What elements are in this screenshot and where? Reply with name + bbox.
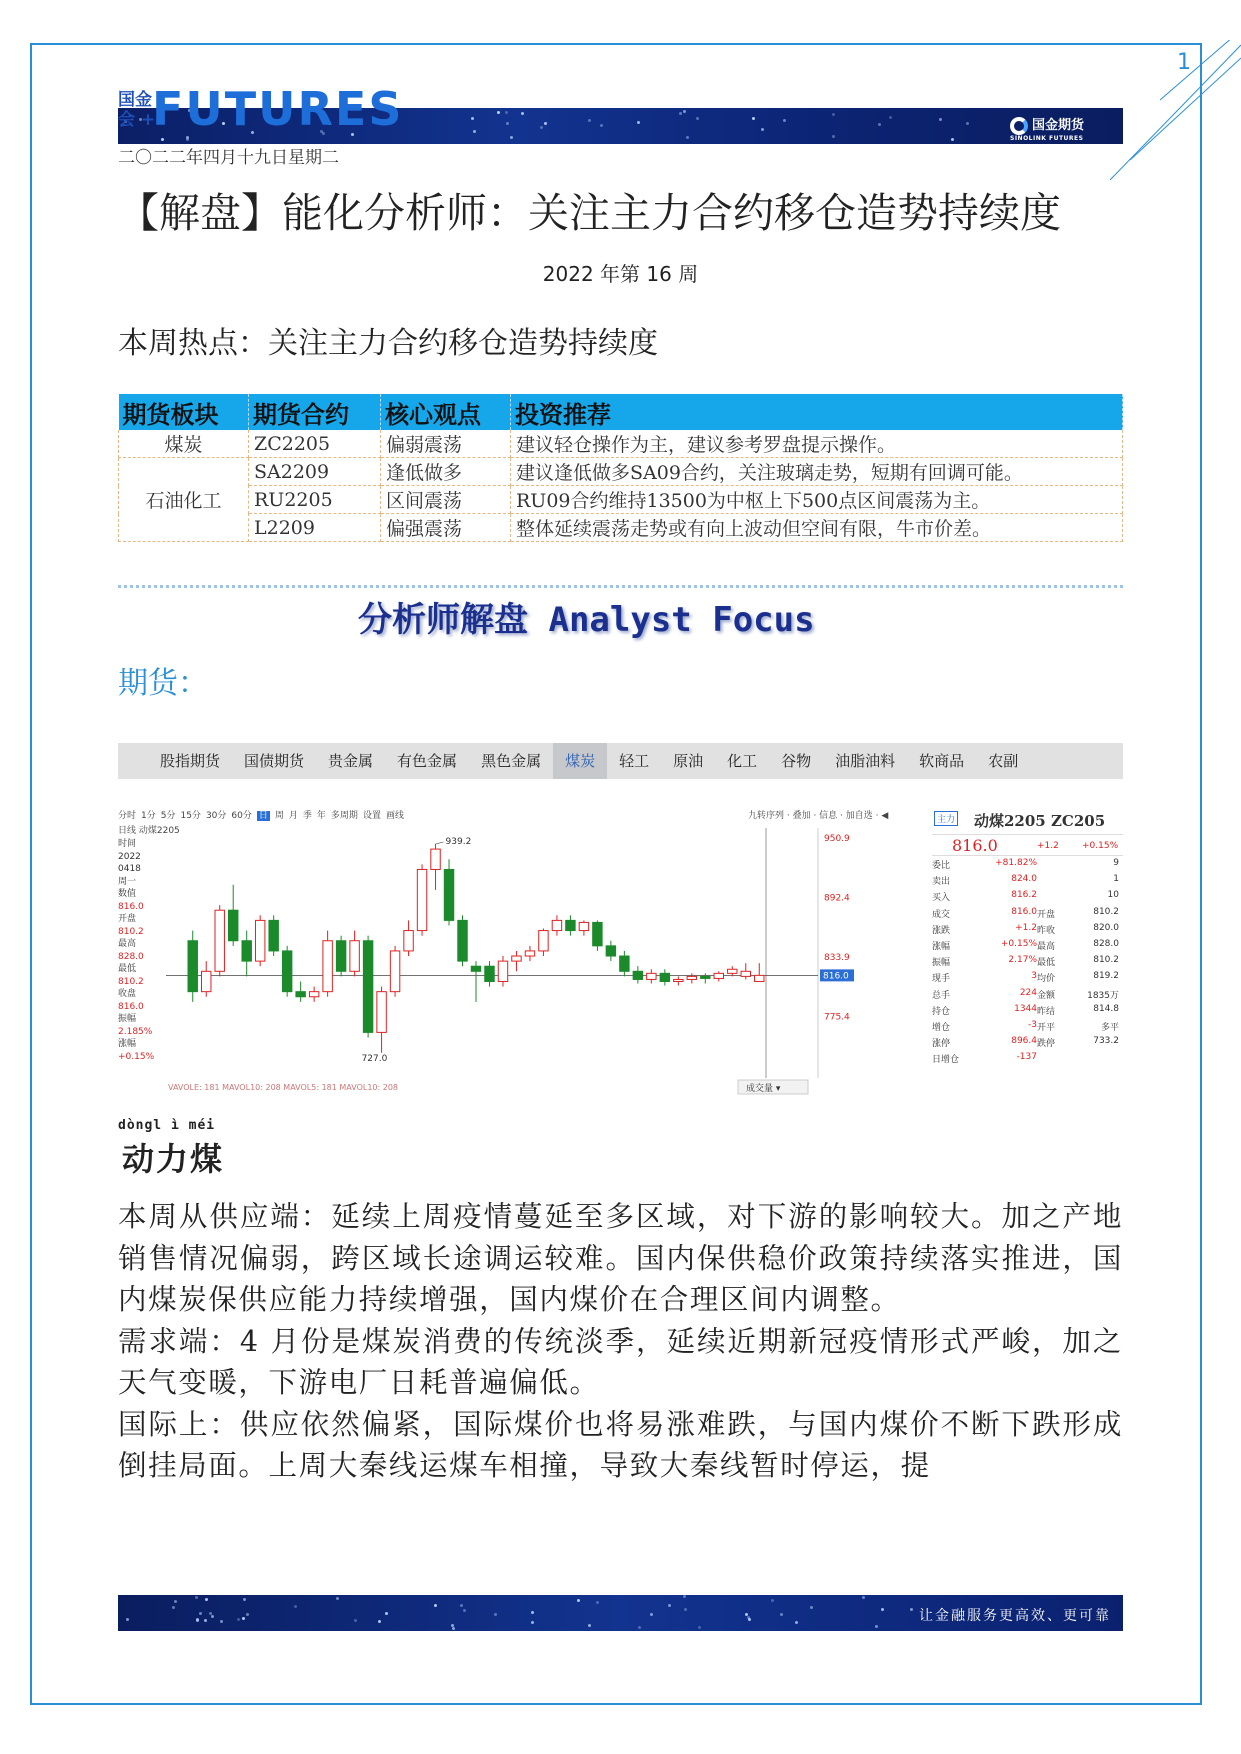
logo-small-text: 国金 会 + — [118, 90, 156, 130]
candle-body — [390, 951, 399, 992]
star-dot — [910, 1608, 913, 1611]
quote-field-b2: 最低 — [1037, 958, 1056, 969]
star-dot — [243, 1598, 246, 1601]
candle-body — [350, 941, 359, 972]
current-price-label: 816.0 — [823, 971, 849, 982]
candle-body — [242, 941, 251, 961]
star-dot — [881, 1608, 884, 1611]
quote-field-b: 3 — [1031, 971, 1037, 982]
info-label: 涨幅 — [118, 1039, 137, 1049]
star-dot — [161, 138, 164, 141]
quote-field-a: 涨停 — [932, 1039, 951, 1050]
star-dot — [510, 136, 513, 139]
chart-subtitle: 日线 动煤2205 — [118, 826, 180, 836]
quote-field-b2: 最高 — [1037, 941, 1056, 952]
quote-field-a: 持仓 — [932, 1006, 951, 1017]
candle-body — [647, 973, 656, 979]
y-tick-label: 833.9 — [824, 953, 850, 964]
high-marker — [436, 842, 444, 844]
quote-field-a: 涨幅 — [932, 941, 951, 952]
quote-field-b2: 均价 — [1037, 974, 1056, 985]
candle-body — [620, 956, 629, 971]
info-label: 时间 — [118, 839, 137, 849]
star-dot — [497, 111, 500, 114]
quote-row — [932, 1034, 1123, 1050]
info-value: 810.2 — [118, 976, 144, 987]
cell-sector: 煤炭 — [119, 430, 249, 458]
paragraph-supply: 本周从供应端：延续上周疫情蔓延至多区域，对下游的影响较大。加之产地销售情况偏弱，跨区域长途调运较难。国内保供稳价政策持续落实推进，国内煤炭保供应能力持续增强，国内煤价在合理区间内调整。 — [118, 1200, 1123, 1316]
cell-view: 偏弱震荡 — [381, 430, 511, 458]
corner-decoration — [1110, 40, 1241, 180]
star-dot — [494, 1613, 497, 1616]
star-dot — [246, 1613, 249, 1616]
category-tab[interactable]: 软商品 — [919, 752, 965, 770]
quote-row — [932, 1018, 1123, 1034]
candle-body — [377, 992, 386, 1033]
star-dot — [889, 116, 892, 119]
quote-field-c: 820.0 — [1093, 922, 1119, 933]
quote-field-a: 增仓 — [932, 1022, 951, 1033]
star-dot — [540, 126, 543, 129]
futures-logo: FUTURES — [152, 82, 404, 136]
period-button[interactable]: 5分 — [160, 811, 176, 821]
footer-banner — [118, 1595, 1123, 1631]
period-button[interactable]: 设置 — [362, 811, 381, 821]
category-tab[interactable]: 农副 — [988, 752, 1019, 770]
y-tick-label: 775.4 — [824, 1012, 850, 1023]
cell-advice: 建议逢低做多SA09合约，关注玻璃走势，短期有回调可能。 — [511, 458, 1123, 486]
info-label: 振幅 — [118, 1014, 137, 1024]
candle-body — [485, 966, 494, 981]
candle-body — [498, 961, 507, 981]
candle-body — [701, 976, 710, 978]
star-dot — [452, 1627, 455, 1630]
star-dot — [862, 1596, 865, 1599]
analyst-focus-title: 分析师解盘 Analyst Focus — [358, 600, 815, 640]
candle-body — [336, 941, 345, 972]
section-pinyin: dòngl ì méi — [118, 1118, 216, 1133]
hotspot-heading: 本周热点：关注主力合约移仓造势持续度 — [118, 326, 658, 361]
info-value: 816.0 — [118, 901, 144, 912]
star-dot — [463, 1609, 466, 1612]
date-line: 二〇二二年四月十九日星期二 — [118, 148, 339, 168]
high-annotation: 939.2 — [445, 837, 472, 848]
star-dot — [336, 1597, 339, 1600]
candlestick-chart — [118, 808, 932, 1096]
last-price: 816.0 — [952, 836, 998, 855]
star-dot — [473, 130, 476, 133]
quote-field-a: 卖出 — [932, 877, 951, 888]
candle-body — [228, 910, 237, 941]
info-value: 周一 — [118, 876, 137, 887]
candle-body — [512, 956, 521, 961]
info-value: 2022 — [118, 851, 141, 862]
quote-field-b: 1344 — [1014, 1003, 1037, 1014]
header-sector: 期货板块 — [119, 394, 249, 430]
star-dot — [211, 1615, 214, 1618]
star-dot — [783, 119, 786, 122]
category-tab[interactable]: 国债期货 — [244, 752, 305, 770]
table-row — [119, 486, 1123, 514]
chart-tools-right[interactable]: 九转序列 · 叠加 · 信息 · 加自选 · ◀ — [748, 811, 889, 821]
quote-field-b2: 昨收 — [1037, 925, 1056, 936]
star-dot — [761, 128, 764, 131]
cell-advice: 整体延续震荡走势或有向上波动但空间有限，牛市价差。 — [511, 514, 1123, 542]
cell-contract: SA2209 — [249, 458, 381, 486]
category-tab[interactable]: 轻工 — [619, 752, 650, 770]
star-dot — [650, 1613, 653, 1616]
quote-field-a: 涨跌 — [932, 925, 951, 936]
star-dot — [506, 122, 509, 125]
star-dot — [683, 1595, 686, 1598]
quote-row — [932, 969, 1123, 985]
quote-field-c: 810.2 — [1093, 906, 1119, 917]
quote-field-b: 816.2 — [1011, 890, 1037, 901]
star-dot — [544, 122, 547, 125]
info-value: 810.2 — [118, 926, 144, 937]
cell-contract: RU2205 — [249, 486, 381, 514]
cell-sector: 石油化工 — [119, 458, 249, 542]
paragraph-demand: 需求端：4 月份是煤炭消费的传统淡季，延续近期新冠疫情形式严峻，加之天气变暖，下游电厂日耗普遍偏低。 — [118, 1324, 1123, 1399]
candle-body — [741, 971, 750, 976]
volume-dropdown-label: 成交量 ▾ — [746, 1084, 781, 1094]
candle-body — [606, 946, 615, 956]
category-tab[interactable]: 油脂油料 — [835, 752, 896, 770]
quote-row — [932, 921, 1123, 937]
info-value: +0.15% — [118, 1051, 155, 1062]
star-dot — [780, 1613, 783, 1616]
period-button[interactable]: 日 — [258, 811, 268, 821]
period-button[interactable]: 周 — [274, 811, 284, 821]
period-button[interactable]: 1分 — [141, 811, 156, 821]
section-divider — [118, 585, 1123, 588]
candle-body — [579, 922, 588, 930]
star-dot — [752, 117, 755, 120]
candle-body — [215, 910, 224, 971]
quote-field-b2: 跌停 — [1037, 1039, 1056, 1050]
quote-field-b: 2.17% — [1008, 955, 1037, 966]
brand-mark-icon — [1010, 117, 1028, 135]
quote-field-a: 成交 — [932, 909, 951, 920]
quote-field-b: -137 — [1016, 1052, 1037, 1063]
cell-advice: RU09合约维持13500为中枢上下500点区间震荡为主。 — [511, 486, 1123, 514]
low-annotation: 727.0 — [361, 1053, 388, 1064]
category-tab[interactable]: 股指期货 — [160, 752, 221, 770]
info-label: 收盘 — [118, 989, 137, 999]
candle-body — [714, 973, 723, 978]
section-title: 动力煤 — [122, 1140, 225, 1178]
star-dot — [385, 1612, 388, 1615]
quote-field-b2: 开平 — [1037, 1022, 1056, 1033]
cell-contract: ZC2205 — [249, 430, 381, 458]
candle-body — [296, 992, 305, 997]
quote-field-b: 224 — [1019, 987, 1037, 998]
brand-logo: 国金期货 SINOLINK FUTURES — [1010, 118, 1085, 142]
quote-field-b: -3 — [1028, 1019, 1037, 1030]
quote-field-b2: 昨结 — [1037, 1006, 1056, 1017]
quote-field-c: 多平 — [1100, 1022, 1119, 1033]
quote-field-c: 810.2 — [1093, 955, 1119, 966]
quote-row — [932, 1050, 1123, 1066]
candle-body — [309, 992, 318, 997]
cell-advice: 建议轻仓操作为主，建议参考罗盘提示操作。 — [511, 430, 1123, 458]
chart-info-column — [118, 838, 162, 1063]
category-tab[interactable]: 贵金属 — [328, 752, 374, 770]
cell-contract: L2209 — [249, 514, 381, 542]
star-dot — [638, 1626, 641, 1629]
candlestick-chart-panel — [118, 808, 1123, 1096]
star-dot — [434, 1604, 437, 1607]
candle-body — [255, 920, 264, 961]
candle-body — [633, 971, 642, 979]
star-dot — [878, 123, 881, 126]
quote-row — [932, 905, 1123, 921]
cell-view: 偏强震荡 — [381, 514, 511, 542]
candle-body — [525, 951, 534, 956]
star-dot — [126, 1618, 129, 1621]
category-nav — [118, 743, 1123, 779]
star-dot — [588, 1624, 591, 1627]
star-dot — [951, 138, 954, 141]
quote-row — [932, 937, 1123, 953]
star-dot — [205, 1598, 208, 1601]
candle-body — [728, 969, 737, 973]
star-dot — [460, 1604, 463, 1607]
page-number: 1 — [1177, 50, 1191, 75]
star-dot — [505, 111, 508, 114]
header-contract: 期货合约 — [249, 394, 381, 430]
quote-rows — [932, 856, 1123, 1066]
period-button[interactable]: 季 — [302, 811, 312, 821]
candle-body — [444, 869, 453, 920]
period-button[interactable]: 60分 — [231, 811, 252, 821]
price-change-pct: +0.15% — [1082, 841, 1119, 851]
star-dot — [196, 1618, 199, 1621]
category-tab[interactable]: 黑色金属 — [481, 752, 542, 770]
futures-label: 期货： — [118, 666, 208, 701]
star-dot — [199, 1612, 202, 1615]
star-dot — [174, 1600, 177, 1603]
quote-field-c: 10 — [1107, 890, 1119, 901]
quote-header — [932, 808, 1123, 835]
candle-body — [417, 869, 426, 930]
period-button[interactable]: 多周期 — [330, 811, 358, 821]
star-dot — [294, 1605, 297, 1608]
candle-body — [282, 951, 291, 992]
quote-field-c: 1 — [1113, 874, 1119, 885]
candle-body — [269, 920, 278, 951]
star-dot — [810, 1606, 813, 1609]
star-dot — [832, 135, 835, 138]
star-dot — [679, 112, 682, 115]
candle-body — [552, 920, 561, 930]
footer-slogan: 让金融服务更高效、更可靠 — [919, 1608, 1111, 1624]
candle-body — [458, 920, 467, 961]
star-dot — [242, 1617, 245, 1620]
star-dot — [237, 1618, 240, 1621]
quote-field-c: 9 — [1113, 858, 1119, 868]
candle-body — [660, 973, 669, 981]
star-dot — [588, 119, 591, 122]
quote-row — [932, 872, 1123, 888]
price-change: +1.2 — [1037, 841, 1059, 851]
info-value: 828.0 — [118, 951, 144, 962]
candle-body — [202, 971, 211, 991]
quote-field-c: 1835万 — [1087, 990, 1119, 1001]
quote-field-b2: 金额 — [1037, 990, 1056, 1001]
paragraph-international: 国际上：供应依然偏紧，国际煤价也将易涨难跌，与国内煤价不断下跌形成倒挂局面。上周大秦线运煤车相撞，导致大秦线暂时停运，提 — [118, 1407, 1123, 1482]
period-button[interactable]: 30分 — [205, 811, 227, 821]
period-button[interactable]: 年 — [316, 811, 326, 821]
quote-panel — [932, 808, 1123, 1096]
volume-legend: VAVOLE: 181 MAVOL10: 208 MAVOL5: 181 MAVOL10: 208 — [168, 1083, 399, 1092]
table-row — [119, 458, 1123, 486]
info-label: 最低 — [118, 964, 137, 974]
quote-field-a: 总手 — [932, 990, 951, 1001]
candle-body — [674, 979, 683, 981]
quote-field-c: 819.2 — [1093, 971, 1119, 982]
quote-row — [932, 856, 1123, 872]
quote-field-b: 824.0 — [1011, 874, 1037, 885]
quote-row — [932, 888, 1123, 904]
y-tick-label: 950.9 — [824, 834, 850, 844]
quote-row — [932, 953, 1123, 969]
star-dot — [531, 1611, 534, 1614]
star-dot — [521, 112, 524, 115]
quote-field-b: +1.2 — [1015, 922, 1037, 933]
info-value: 0418 — [118, 864, 141, 874]
candle-body — [404, 931, 413, 951]
table-header-row — [119, 394, 1123, 430]
document-title: 【解盘】能化分析师：关注主力合约移仓造势持续度 — [118, 189, 1061, 237]
star-dot — [195, 1596, 198, 1599]
star-dot — [577, 1599, 580, 1602]
category-tab[interactable]: 化工 — [727, 752, 758, 770]
main-contract-tag: 主力 — [934, 811, 958, 826]
star-dot — [600, 124, 603, 127]
star-dot — [795, 1621, 798, 1624]
quote-row — [932, 1002, 1123, 1018]
star-dot — [683, 110, 686, 113]
cell-view: 区间震荡 — [381, 486, 511, 514]
candle-body — [363, 941, 372, 1033]
info-value: 816.0 — [118, 1001, 144, 1012]
quote-field-b: +81.82% — [995, 858, 1037, 868]
period-button[interactable]: 15分 — [180, 811, 201, 821]
star-dot — [748, 1618, 751, 1621]
star-dot — [186, 138, 189, 141]
star-dot — [696, 117, 699, 120]
star-dot — [966, 122, 969, 125]
star-dot — [875, 1625, 878, 1628]
star-dot — [684, 1608, 687, 1611]
candle-body — [566, 920, 575, 930]
star-dot — [686, 136, 689, 139]
star-dot — [531, 1621, 534, 1624]
quote-field-b: +0.15% — [1000, 938, 1037, 949]
star-dot — [172, 1606, 175, 1609]
category-tab[interactable]: 有色金属 — [397, 752, 458, 770]
section-body — [118, 1196, 1123, 1487]
quote-field-a: 现手 — [932, 974, 951, 985]
period-button[interactable]: 分时 — [118, 811, 137, 821]
header-advice: 投资推荐 — [511, 394, 1123, 430]
candle-body — [431, 849, 440, 869]
star-dot — [378, 1620, 381, 1623]
table-row — [119, 430, 1123, 458]
candle-body — [593, 922, 602, 945]
candle-body — [323, 941, 332, 992]
star-dot — [698, 1626, 701, 1629]
quote-field-c: 814.8 — [1093, 1003, 1119, 1014]
candle-body — [539, 931, 548, 951]
category-tab[interactable]: 煤炭 — [553, 743, 607, 779]
table-row — [119, 514, 1123, 542]
star-dot — [354, 1619, 357, 1622]
star-dot — [204, 1619, 207, 1622]
star-dot — [637, 121, 640, 124]
quote-field-a: 振幅 — [932, 958, 951, 969]
quote-field-b2: 开盘 — [1037, 909, 1056, 920]
contract-name: 动煤2205 ZC205 — [974, 812, 1106, 830]
quote-field-a: 委比 — [932, 861, 951, 871]
y-tick-label: 892.4 — [824, 893, 850, 904]
candle-body — [471, 966, 480, 971]
week-label: 2022 年第 16 周 — [542, 262, 699, 286]
star-dot — [471, 117, 474, 120]
quote-field-b: 816.0 — [1011, 906, 1037, 917]
quote-field-b: 896.4 — [1011, 1036, 1037, 1047]
category-tab[interactable]: 谷物 — [781, 752, 812, 770]
category-tab[interactable]: 原油 — [673, 752, 704, 770]
info-label: 开盘 — [118, 914, 137, 924]
star-dot — [596, 1601, 599, 1604]
quote-field-c: 733.2 — [1093, 1036, 1119, 1047]
header-view: 核心观点 — [381, 394, 511, 430]
star-dot — [771, 1599, 774, 1602]
summary-table — [118, 394, 1123, 542]
info-label: 最高 — [118, 939, 137, 949]
star-dot — [220, 1620, 223, 1623]
quote-price-row — [932, 835, 1123, 856]
period-button[interactable]: 月 — [288, 811, 298, 821]
cell-view: 逢低做多 — [381, 458, 511, 486]
quote-field-c: 828.0 — [1093, 938, 1119, 949]
star-dot — [832, 113, 835, 116]
candle-body — [755, 975, 764, 981]
star-dot — [939, 118, 942, 121]
info-label: 数值 — [118, 889, 137, 899]
info-value: 2.185% — [118, 1026, 153, 1037]
quote-row — [932, 986, 1123, 1002]
period-button[interactable]: 画线 — [385, 811, 404, 821]
quote-field-a: 日增仓 — [932, 1055, 960, 1066]
quote-field-a: 买入 — [932, 893, 951, 904]
star-dot — [668, 1604, 671, 1607]
candle-body — [687, 976, 696, 979]
candle-body — [188, 941, 197, 992]
